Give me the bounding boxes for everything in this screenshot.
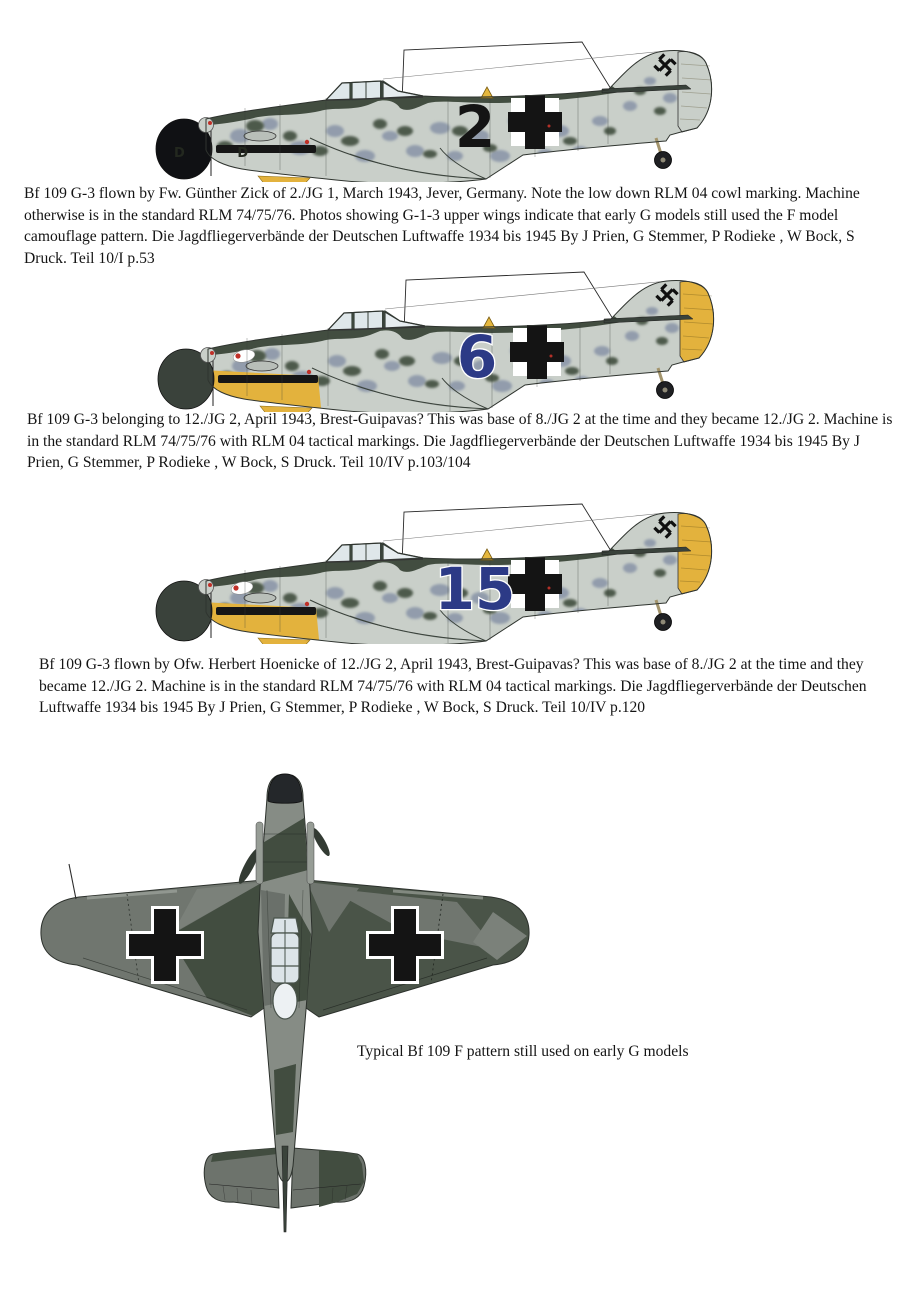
- nose-stencil-1: D D: [174, 146, 273, 161]
- profile-illustration-3: [150, 498, 750, 644]
- profile-caption-1: Bf 109 G-3 flown by Fw. Günther Zick of 2./JG 1, March 1943, Jever, Germany. Note the low down RLM 04 cowl marking. Machine otherwise is in the standard RLM 74/75/76. Photos showing G-1-3 upper wings indicate that early G models still used the F model camouflage pattern. Die Jagdfliegerverbände der Deutschen Luftwaffe 1934 bis 1945 By J Prien, G Stemmer, P Rodieke , W Bock, S Druck. Teil 10/I p.53: [24, 185, 860, 267]
- profile-illustration-2: [152, 266, 752, 412]
- tactical-number-3: 15: [434, 555, 516, 623]
- planview-caption: Typical Bf 109 F pattern still used on early G models: [357, 1043, 689, 1060]
- profile-caption-3: Bf 109 G-3 flown by Ofw. Herbert Hoenicke of 12./JG 2, April 1943, Brest-Guipavas? This was base of 8./JG 2 at the time and they became 12./JG 2. Machine is in the standard RLM 74/75/76 with RLM 04 tactical markings. Die Jagdfliegerverbände der Deutschen Luftwaffe 1934 bis 1945 By J Prien, G Stemmer, P Rodieke , W Bock, S Druck. Teil 10/IV p.120: [39, 656, 867, 717]
- profile-caption-2: Bf 109 G-3 belonging to 12./JG 2, April 1943, Brest-Guipavas? This was base of 8./JG 2 at the time and they became 12./JG 2. Machine is in the standard RLM 74/75/76 with RLM 04 tactical markings. Die Jagdfliegerverbände der Deutschen Luftwaffe 1934 bis 1945 By J Prien, G Stemmer, P Rodieke , W Bock, S Druck. Teil 10/IV p.103/104: [27, 411, 893, 472]
- planview-illustration: [27, 770, 547, 1236]
- profile-illustration-1: [150, 36, 750, 182]
- tactical-number-2: 6: [456, 323, 498, 391]
- tactical-number-1: 2: [454, 93, 496, 161]
